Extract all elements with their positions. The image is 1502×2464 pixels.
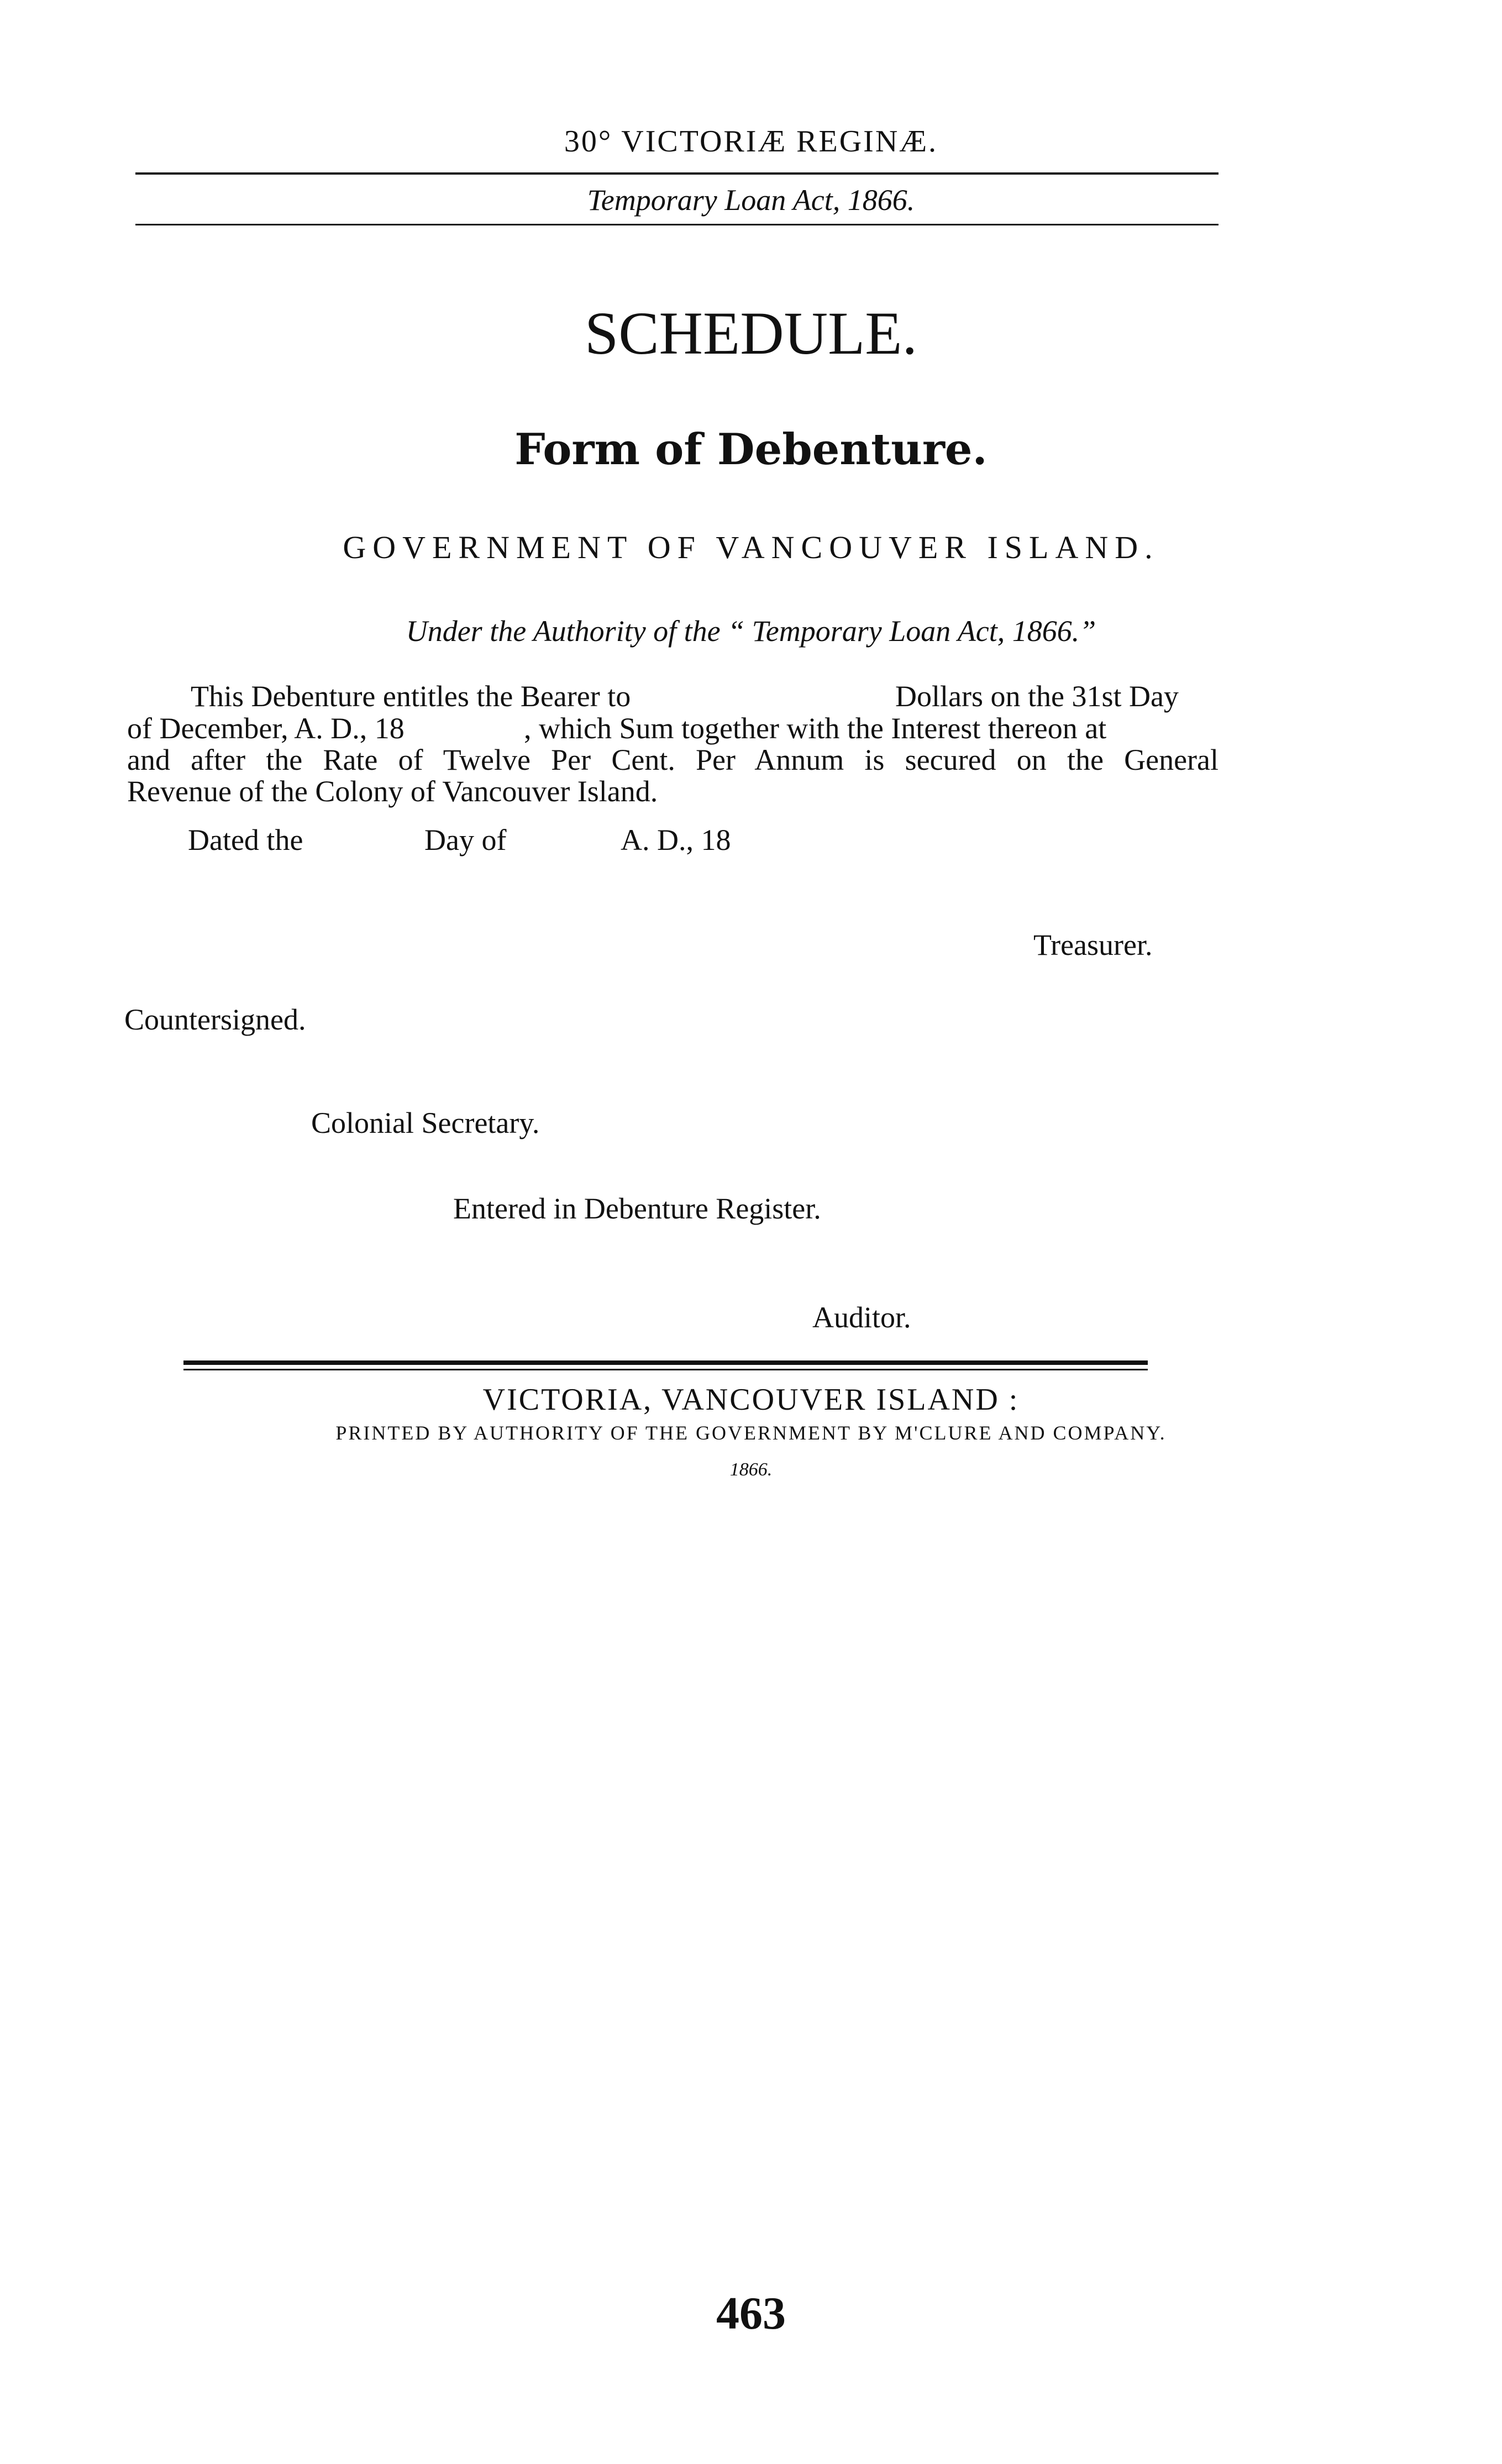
debenture-register-entry: Entered in Debenture Register. [453,1192,821,1225]
form-title: Form of Debenture. [514,424,988,475]
header-rule-top [135,172,1219,175]
auditor-signature: Auditor. [812,1301,911,1334]
treasurer-signature: Treasurer. [1033,928,1153,962]
authority-line: Under the Authority of the “ Temporary Loan Act, 1866.” [406,614,1096,648]
running-head-regnal: 30° VICTORIÆ REGINÆ. [564,124,938,159]
debenture-line-1a: This Debenture entitles the Bearer to [191,680,631,713]
debenture-line-3: and after the Rate of Twelve Per Cent. Per Annum is secured on the General [127,743,1219,776]
dated-the: Dated the [188,823,303,857]
imprint-printer: PRINTED BY AUTHORITY OF THE GOVERNMENT BY M'CLURE AND COMPANY. [335,1422,1167,1444]
dated-ad: A. D., 18 [621,823,731,857]
colonial-secretary-signature: Colonial Secretary. [311,1106,540,1139]
debenture-line-1b: Dollars on the 31st Day [895,680,1179,713]
header-rule-bottom [135,224,1219,225]
imprint-rule-thin [183,1369,1148,1370]
debenture-line-4: Revenue of the Colony of Vancouver Island. [127,775,658,808]
debenture-line-2a: of December, A. D., 18 [127,712,405,745]
running-head-act-title: Temporary Loan Act, 1866. [587,183,915,217]
imprint-place: VICTORIA, VANCOUVER ISLAND : [482,1383,1020,1417]
debenture-line-2b: , which Sum together with the Interest thereon at [524,712,1107,745]
countersigned-label: Countersigned. [124,1003,306,1036]
imprint-rule-thick [183,1360,1148,1365]
dated-day-of: Day of [424,823,507,857]
imprint-year: 1866. [729,1459,773,1480]
government-heading: GOVERNMENT OF VANCOUVER ISLAND. [343,529,1159,565]
schedule-title: SCHEDULE. [585,300,917,367]
page-number: 463 [716,2288,786,2339]
